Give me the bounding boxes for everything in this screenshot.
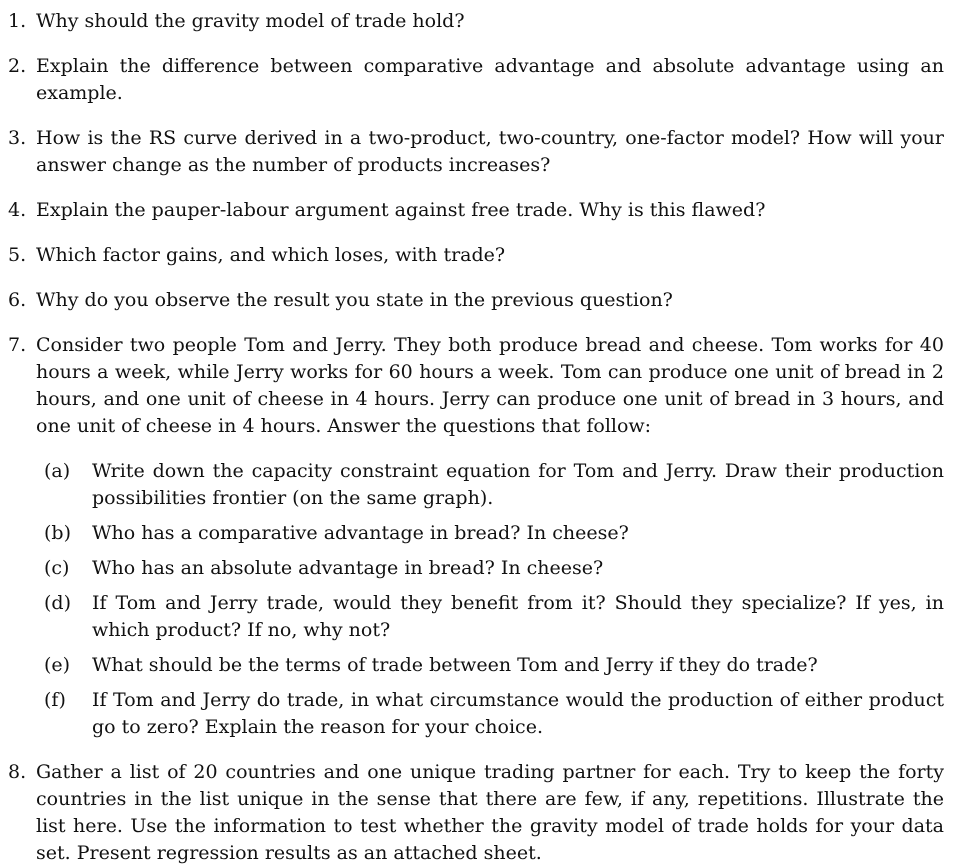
question-1 xyxy=(8,8,944,35)
subquestion-letter: (a) xyxy=(44,460,71,482)
question-8 xyxy=(8,759,944,867)
question-text: Which factor gains, and which loses, with trade? xyxy=(36,244,506,266)
question-number: 8. xyxy=(8,761,27,783)
question-6 xyxy=(8,287,944,314)
question-text: Explain the pauper-labour argument against free trade. Why is this flawed? xyxy=(36,199,766,221)
question-7 xyxy=(8,332,944,741)
subquestion-letter: (e) xyxy=(44,654,71,676)
subquestion-a xyxy=(44,458,944,512)
subquestion-letter: (b) xyxy=(44,522,71,544)
question-text: Why should the gravity model of trade hold? xyxy=(36,10,465,32)
question-number: 2. xyxy=(8,55,27,77)
subquestion-letter: (f) xyxy=(44,689,66,711)
question-number: 3. xyxy=(8,127,27,149)
question-number: 5. xyxy=(8,244,27,266)
question-5 xyxy=(8,242,944,269)
question-4 xyxy=(8,197,944,224)
question-text: Explain the difference between comparative advantage and absolute advantage using an example. xyxy=(36,55,944,104)
subquestion-f xyxy=(44,687,944,741)
question-3 xyxy=(8,125,944,179)
question-number: 1. xyxy=(8,10,27,32)
question-text: Consider two people Tom and Jerry. They both produce bread and cheese. Tom works for 40 hours a week, while Jerry works for 60 hours a week. Tom can produce one unit of bread in 2 hours, and one unit of cheese in 4 hours. Jerry can produce one unit of bread in 3 hours, and one unit of cheese in 4 hours. Answer the questions that follow: xyxy=(36,334,944,437)
subquestion-list xyxy=(36,458,944,741)
question-number: 7. xyxy=(8,334,27,356)
question-number: 4. xyxy=(8,199,27,221)
question-number: 6. xyxy=(8,289,27,311)
subquestion-c xyxy=(44,555,944,582)
question-list xyxy=(8,8,944,867)
subquestion-text: What should be the terms of trade between Tom and Jerry if they do trade? xyxy=(92,654,818,676)
subquestion-b xyxy=(44,520,944,547)
question-text: Gather a list of 20 countries and one unique trading partner for each. Try to keep the forty countries in the list unique in the sense that there are few, if any, repetitions. Illustrate the list here. Use the information to test whether the gravity model of trade holds for your data set. Present regression results as an attached sheet. xyxy=(36,761,944,864)
subquestion-e xyxy=(44,652,944,679)
question-text: Why do you observe the result you state in the previous question? xyxy=(36,289,673,311)
subquestion-text: Who has an absolute advantage in bread? In cheese? xyxy=(92,557,604,579)
subquestion-letter: (c) xyxy=(44,557,70,579)
question-text: How is the RS curve derived in a two-product, two-country, one-factor model? How will your answer change as the number of products increases? xyxy=(36,127,944,176)
subquestion-text: Write down the capacity constraint equation for Tom and Jerry. Draw their production possibilities frontier (on the same graph). xyxy=(92,460,944,509)
subquestion-letter: (d) xyxy=(44,592,71,614)
subquestion-text: Who has a comparative advantage in bread? In cheese? xyxy=(92,522,629,544)
subquestion-d xyxy=(44,590,944,644)
question-2 xyxy=(8,53,944,107)
subquestion-text: If Tom and Jerry trade, would they benefit from it? Should they specialize? If yes, in which product? If no, why not? xyxy=(92,592,944,641)
subquestion-text: If Tom and Jerry do trade, in what circumstance would the production of either product go to zero? Explain the reason for your choice. xyxy=(92,689,944,738)
